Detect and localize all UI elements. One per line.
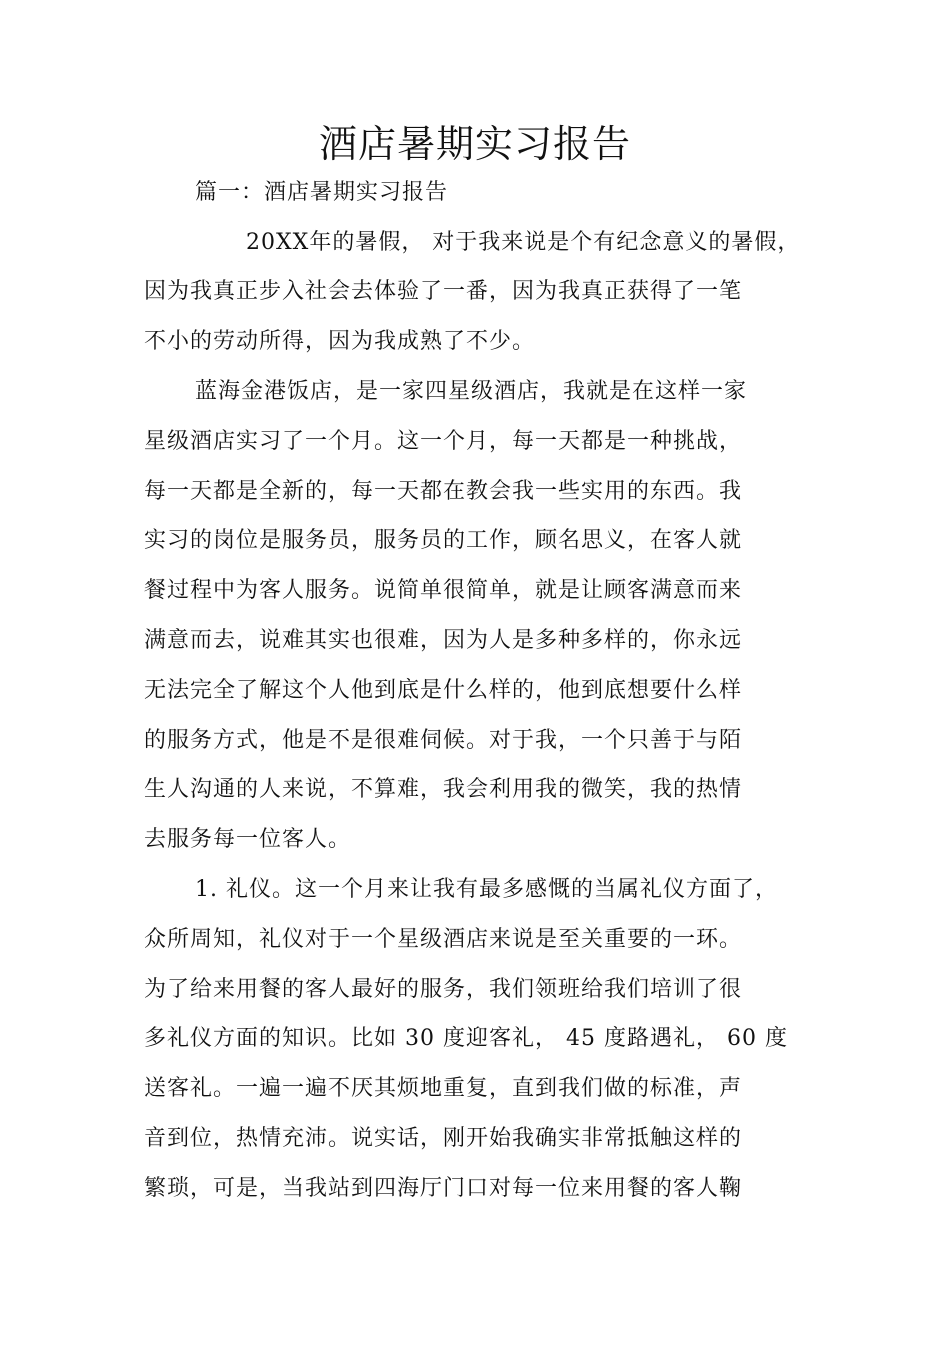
paragraph-line: 因为我真正步入社会去体验了一番，因为我真正获得了一笔 (144, 279, 743, 304)
paragraph-line: 不小的劳动所得，因为我成熟了不少。 (144, 329, 536, 354)
paragraph-line: 蓝海金港饭店，是一家四星级酒店，我就是在这样一家 (195, 379, 748, 404)
paragraph-line: 星级酒店实习了一个月。这一个月，每一天都是一种挑战， (144, 429, 743, 454)
paragraph-line: 实习的岗位是服务员，服务员的工作，顾名思义，在客人就 (144, 528, 743, 553)
paragraph-line: 每一天都是全新的，每一天都在教会我一些实用的东西。我 (144, 479, 743, 504)
paragraph-line: 繁琐，可是，当我站到四海厅门口对每一位来用餐的客人鞠 (144, 1176, 743, 1201)
paragraph-line: 20XX年的暑假， 对于我来说是个有纪念意义的暑假， (246, 230, 801, 255)
paragraph-line: 餐过程中为客人服务。说简单很简单，就是让顾客满意而来 (144, 578, 743, 603)
paragraph-line: 音到位，热情充沛。说实话，刚开始我确实非常抵触这样的 (144, 1126, 743, 1151)
paragraph-line: 满意而去，说难其实也很难，因为人是多种多样的，你永远 (144, 628, 743, 653)
paragraph-line: 为了给来用餐的客人最好的服务，我们领班给我们培训了很 (144, 977, 743, 1002)
paragraph-line: 生人沟通的人来说，不算难，我会利用我的微笑，我的热情 (144, 777, 743, 802)
paragraph-line: 送客礼。一遍一遍不厌其烦地重复，直到我们做的标准，声 (144, 1076, 743, 1101)
paragraph-line: 的服务方式，他是不是很难伺候。对于我，一个只善于与陌 (144, 728, 743, 753)
paragraph-line: 1. 礼仪。这一个月来让我有最多感慨的当属礼仪方面了， (195, 877, 778, 902)
document-title: 酒店暑期实习报告 (318, 122, 631, 166)
paragraph-line: 众所周知，礼仪对于一个星级酒店来说是至关重要的一环。 (144, 927, 743, 952)
paragraph-line: 多礼仪方面的知识。比如 30 度迎客礼， 45 度路遇礼， 60 度 (144, 1026, 788, 1051)
paragraph-line: 无法完全了解这个人他到底是什么样的，他到底想要什么样 (144, 678, 743, 703)
document-subtitle: 篇一：酒店暑期实习报告 (195, 180, 449, 205)
paragraph-line: 去服务每一位客人。 (144, 827, 352, 852)
